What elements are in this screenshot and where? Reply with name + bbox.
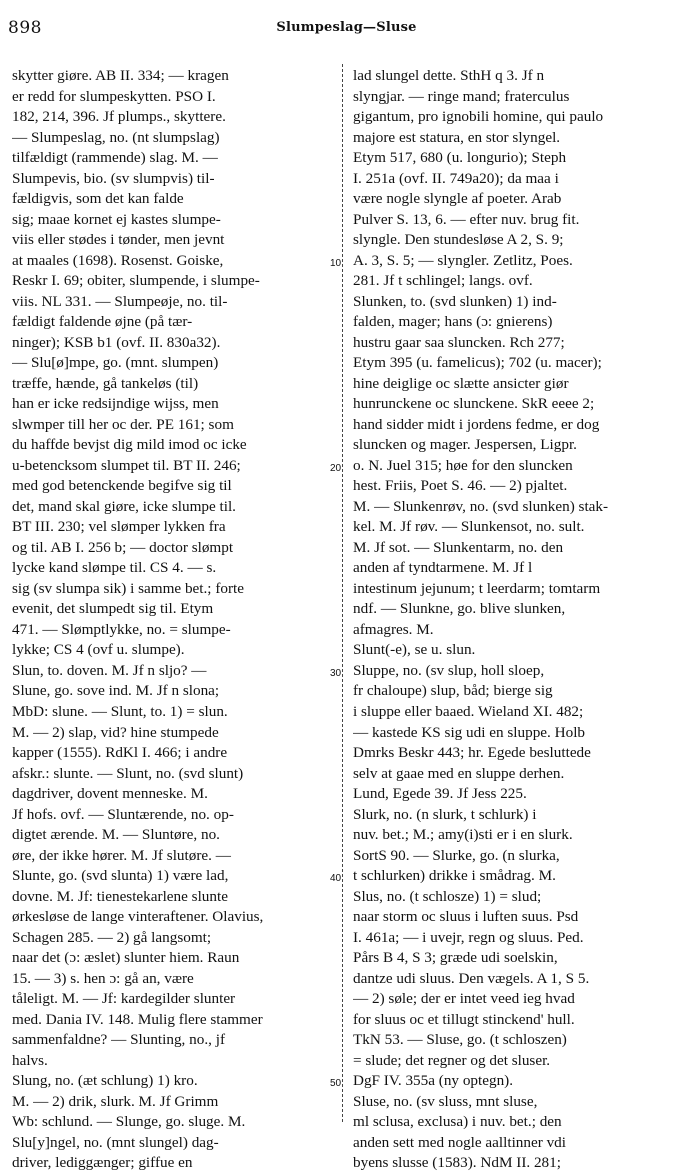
text-line: — Slumpeslag, no. (nt slumpslag) [12,128,220,146]
text-line: Jf hofs. ovf. — Sluntærende, no. op- [12,805,234,823]
text-line: I. 251a (ovf. II. 749a20); da maa i [353,169,559,187]
text-line: nuv. bet.; M.; amy(i)sti er i en slurk. [353,826,573,844]
text-line: Slurk, no. (n slurk, t schlurk) i [353,805,537,823]
column-divider [342,64,343,1122]
text-line: er redd for slumpeskytten. PSO I. [12,87,216,105]
text-line: fældigt faldende øjne (på tær- [12,313,193,331]
text-line: i sluppe eller baaed. Wieland XI. 482; [353,702,584,720]
text-line: ndf. — Slunkne, go. blive slunken, [353,600,566,618]
text-line: BT III. 230; vel slømper lykken fra [12,518,226,536]
text-line: Dmrks Beskr 443; hr. Egede besluttede [353,744,591,762]
left-column [12,66,337,1174]
text-line: M. Jf sot. — Slunkentarm, no. den [353,538,564,556]
page-number: 898 [8,18,42,38]
line-number-marker: 20 [330,462,342,474]
text-line: det, mand skal giøre, icke slumpe til. [12,497,236,515]
text-line: TkN 53. — Sluse, go. (t schloszen) [353,1031,567,1049]
text-line: 281. Jf t schlingel; langs. ovf. [353,272,533,290]
text-line: ml sclusa, exclusa) i nuv. bet.; den [353,1113,562,1131]
text-line: at maales (1698). Rosenst. Goiske, [12,251,224,269]
text-line: han er icke redsijndige wijss, men [12,395,219,413]
text-line: Lund, Egede 39. Jf Jess 225. [353,785,527,803]
text-line: 15. — 3) s. hen ɔ: gå an, være [12,969,194,987]
text-line: M. — 2) slap, vid? hine stumpede [12,723,219,741]
text-line: Sluse, no. (sv sluss, mnt sluse, [353,1092,538,1110]
text-line: Slus, no. (t schlosze) 1) = slud; [353,887,542,905]
text-line: Pårs B 4, S 3; græde udi soelskin, [353,949,558,967]
text-line: kapper (1555). RdKl I. 466; i andre [12,744,228,762]
text-line: lad slungel dette. SthH q 3. Jf n [353,67,545,84]
text-line: falden, mager; hans (ɔ: gnierens) [353,313,553,331]
text-line: lycke kand slømpe til. CS 4. — s. [12,559,217,577]
text-line: Etym 395 (u. famelicus); 702 (u. macer); [353,354,602,372]
text-line: hest. Friis, Poet S. 46. — 2) pjaltet. [353,477,568,495]
text-line: hunrunckene oc slunckene. SkR eeee 2; [353,395,595,413]
text-line: M. — 2) drik, slurk. M. Jf Grimm [12,1092,219,1110]
text-line: driver, lediggænger; giffue en [12,1154,193,1172]
text-line: = slude; det regner og det sluser. [353,1051,551,1069]
line-number-marker: 30 [330,668,342,680]
text-line: øre, der ikke hører. M. Jf slutøre. — [12,846,231,864]
text-line: halvs. [12,1051,48,1069]
text-line: for sluus oc et tillugt stinckend' hull. [353,1010,575,1028]
text-line: SortS 90. — Slurke, go. (n slurka, [353,846,560,864]
text-line: fr chaloupe) slup, båd; bierge sig [353,682,553,700]
right-column [353,66,678,1174]
text-line: sig (sv slumpa sik) i samme bet.; forte [12,579,244,597]
text-line: slyngjar. — ringe mand; fraterculus [353,87,570,105]
text-line: skytter giøre. AB II. 334; — kragen [12,67,229,84]
text-line: ørkesløse de lange vinteraftener. Olavius, [12,908,264,926]
text-line: naar storm oc sluus i luften suus. Psd [353,908,579,926]
text-line: sig; maae kornet ej kastes slumpe- [12,210,221,228]
text-line: afmagres. M. [353,620,434,638]
text-line: Etym 517, 680 (u. longurio); Steph [353,149,567,167]
text-line: Pulver S. 13, 6. — efter nuv. brug fit. [353,210,580,228]
text-line: dantze udi sluus. Den vægels. A 1, S 5. [353,969,590,987]
text-line: lykke; CS 4 (ovf u. slumpe). [12,641,185,659]
text-line: slwmper till her oc der. PE 161; som [12,415,234,433]
text-line: o. N. Juel 315; høe for den sluncken [353,456,573,474]
text-line: Reskr I. 69; obiter, slumpende, i slumpe- [12,272,260,290]
text-line: fældigvis, som det kan falde [12,190,184,208]
text-line: afskr.: slunte. — Slunt, no. (svd slunt) [12,764,244,782]
text-line: Slumpevis, bio. (sv slumpvis) til- [12,169,215,187]
text-line: sammenfaldne? — Slunting, no., jf [12,1031,226,1049]
text-line: majore est statura, en stor slyngel. [353,128,561,146]
text-line: anden af tyndtarmene. M. Jf l [353,559,533,577]
text-line: 471. — Slømptlykke, no. = slumpe- [12,620,231,638]
text-line: M. — Slunkenrøv, no. (svd slunken) stak- [353,497,609,515]
page-header [8,18,685,38]
text-line: Slu[y]ngel, no. (mnt slungel) dag- [12,1133,219,1151]
text-line: træffe, hænde, gå tankeløs (til) [12,374,199,392]
text-line: byens slusse (1583). NdM II. 281; [353,1154,561,1172]
text-line: — Slu[ø]mpe, go. (mnt. slumpen) [12,354,219,372]
text-line: t schlurken) drikke i smådrag. M. [353,867,556,885]
line-number-marker: 40 [330,873,342,885]
text-line: og til. AB I. 256 b; — doctor slømpt [12,538,234,556]
text-line: Wb: schlund. — Slunge, go. sluge. M. [12,1113,246,1131]
text-line: digtet ærende. M. — Sluntøre, no. [12,826,220,844]
text-line: med god betenckende begifve sig til [12,477,232,495]
text-line: Schagen 285. — 2) gå langsomt; [12,928,212,946]
text-line: evenit, det slumpedt sig til. Etym [12,600,214,618]
running-head: Slumpeslag—Sluse [276,20,417,35]
text-line: med. Dania IV. 148. Mulig flere stammer [12,1010,263,1028]
text-line: Slunken, to. (svd slunken) 1) ind- [353,292,557,310]
text-line: Slunt(-e), se u. slun. [353,641,476,659]
text-line: 182, 214, 396. Jf plumps., skyttere. [12,108,226,126]
text-line: MbD: slune. — Slunt, to. 1) = slun. [12,702,228,720]
text-line: kel. M. Jf røv. — Slunkensot, no. sult. [353,518,585,536]
text-line: I. 461a; — i uvejr, regn og sluus. Ped. [353,928,584,946]
text-line: u-betencksom slumpet til. BT II. 246; [12,456,241,474]
text-line: hine deiglige oc slætte ansicter giør [353,374,569,392]
line-number-marker: 50 [330,1078,342,1090]
text-line: dovne. M. Jf: tienestekarlene slunte [12,887,228,905]
text-line: Slung, no. (æt schlung) 1) kro. [12,1072,198,1090]
text-line: Slunte, go. (svd slunta) 1) være lad, [12,867,229,885]
text-line: — kastede KS sig udi en sluppe. Holb [353,723,586,741]
text-line: hand sidder midt i jordens fedme, er dog [353,415,600,433]
text-line: viis. NL 331. — Slumpeøje, no. til- [12,292,228,310]
text-line: hustru gaar saa sluncken. Rch 277; [353,333,565,351]
text-line: anden sett med nogle aalltinner vdi [353,1133,566,1151]
text-line: tilfældigt (rammende) slag. M. — [12,149,218,167]
text-line: A. 3, S. 5; — slyngler. Zetlitz, Poes. [353,251,573,269]
text-line: slyngle. Den stundesløse A 2, S. 9; [353,231,564,249]
text-line: — 2) søle; der er intet veed ieg hvad [353,990,575,1008]
text-line: DgF IV. 355a (ny optegn). [353,1072,514,1090]
text-line: ninger); KSB b1 (ovf. II. 830a32). [12,333,221,351]
text-line: sluncken og mager. Jespersen, Ligpr. [353,436,577,454]
text-line: tåleligt. M. — Jf: kardegilder slunter [12,990,236,1008]
text-line: viis eller stødes i tønder, men jevnt [12,231,225,249]
text-line: gigantum, pro ignobili homine, qui paulo [353,108,604,126]
text-line: naar det (ɔ: æslet) slunter hiem. Raun [12,949,240,967]
line-number-marker: 10 [330,257,342,269]
text-line: dagdriver, dovent menneske. M. [12,785,208,803]
text-line: intestinum jejunum; t leerdarm; tomtarm [353,579,601,597]
text-line: selv at gaae med en sluppe derhen. [353,764,565,782]
text-line: du haffde bevjst dig mild imod oc icke [12,436,247,454]
text-line: være nogle slyngle af poeter. Arab [353,190,562,208]
text-line: Slune, go. sove ind. M. Jf n slona; [12,682,220,700]
text-line: Sluppe, no. (sv slup, holl sloep, [353,661,545,679]
text-line: Slun, to. doven. M. Jf n sljo? — [12,661,207,679]
